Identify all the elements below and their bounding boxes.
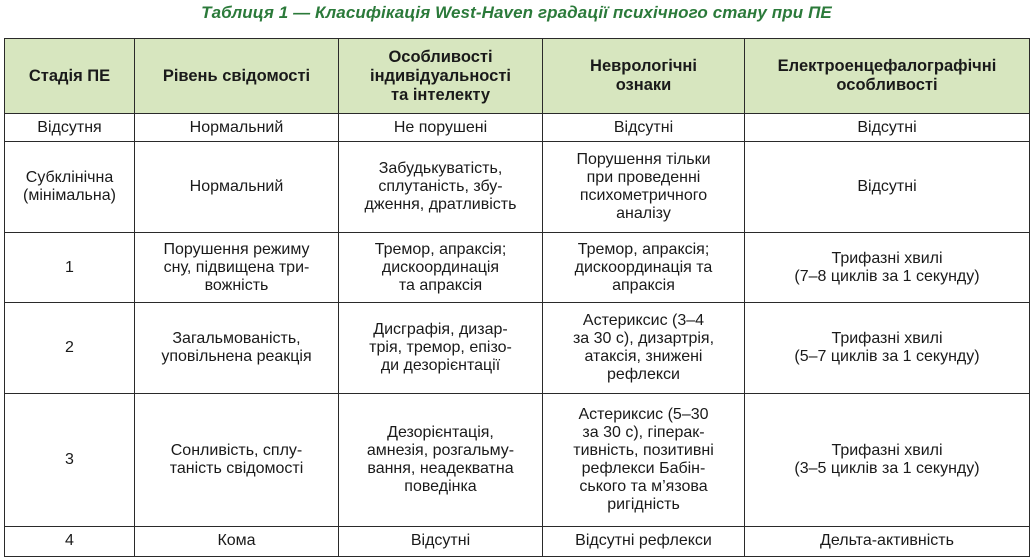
table-caption: Таблиця 1 — Класифікація West-Haven градації психічного стану при ПЕ: [201, 3, 832, 22]
cell-neurological: Відсутні: [543, 114, 745, 142]
cell-eeg: Відсутні: [745, 114, 1030, 142]
cell-personality: Тремор, апраксія; дискоординація та апраксія: [339, 233, 543, 303]
cell-stage: Відсутня: [5, 114, 135, 142]
cell-consciousness: Нормальний: [135, 142, 339, 233]
cell-consciousness: Кома: [135, 526, 339, 556]
table-row: [5, 526, 1030, 556]
cell-stage: 2: [5, 303, 135, 393]
table-row: [5, 233, 1030, 303]
table-row: [5, 114, 1030, 142]
cell-eeg: Трифазні хвилі (5–7 циклів за 1 секунду): [745, 303, 1030, 393]
cell-neurological: Тремор, апраксія; дискоординація та апраксія: [543, 233, 745, 303]
cell-eeg: Трифазні хвилі (3–5 циклів за 1 секунду): [745, 393, 1030, 526]
cell-consciousness: Порушення режиму сну, підвищена три- вожність: [135, 233, 339, 303]
cell-neurological: Порушення тільки при проведенні психометричного аналізу: [543, 142, 745, 233]
cell-personality: Забудькуватість, сплутаність, збу- дження, дратливість: [339, 142, 543, 233]
west-haven-table: [4, 38, 1030, 557]
cell-neurological: Астериксис (3–4 за 30 с), дизартрія, атаксія, знижені рефлекси: [543, 303, 745, 393]
table-row: [5, 393, 1030, 526]
cell-personality: Відсутні: [339, 526, 543, 556]
cell-consciousness: Сонливість, сплу- таність свідомості: [135, 393, 339, 526]
header-neurological: Неврологічні ознаки: [543, 39, 745, 114]
header-consciousness: Рівень свідомості: [135, 39, 339, 114]
cell-personality: Дезорієнтація, амнезія, розгальму- вання, неадекватна поведінка: [339, 393, 543, 526]
cell-stage: 3: [5, 393, 135, 526]
cell-personality: Не порушені: [339, 114, 543, 142]
cell-eeg: Трифазні хвилі (7–8 циклів за 1 секунду): [745, 233, 1030, 303]
header-eeg: Електроенцефалографічні особливості: [745, 39, 1030, 114]
cell-stage: 1: [5, 233, 135, 303]
table-row: [5, 142, 1030, 233]
cell-consciousness: Нормальний: [135, 114, 339, 142]
header-stage: Стадія ПЕ: [5, 39, 135, 114]
cell-neurological: Астериксис (5–30 за 30 с), гіперак- тивність, позитивні рефлекси Бабін- ського та м’язова ригідність: [543, 393, 745, 526]
cell-eeg: Дельта-активність: [745, 526, 1030, 556]
cell-eeg: Відсутні: [745, 142, 1030, 233]
header-personality: Особливості індивідуальності та інтелекту: [339, 39, 543, 114]
cell-consciousness: Загальмованість, уповільнена реакція: [135, 303, 339, 393]
cell-stage: 4: [5, 526, 135, 556]
cell-personality: Дисграфія, дизар- трія, тремор, епізо- ди дезорієнтації: [339, 303, 543, 393]
cell-stage: Субклінічна (мінімальна): [5, 142, 135, 233]
table-row: [5, 303, 1030, 393]
table-header-row: [5, 39, 1030, 114]
cell-neurological: Відсутні рефлекси: [543, 526, 745, 556]
